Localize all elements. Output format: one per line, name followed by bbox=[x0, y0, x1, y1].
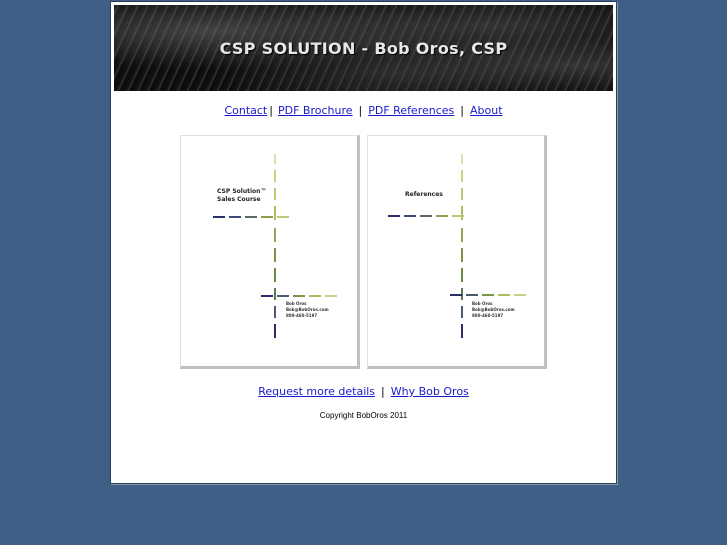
nav-separator: | bbox=[358, 104, 363, 117]
why-bob-oros-link[interactable]: Why Bob Oros bbox=[390, 385, 469, 398]
nav-link-pdf-brochure[interactable]: PDF Brochure bbox=[277, 104, 353, 117]
header-banner bbox=[114, 5, 613, 91]
content-panel bbox=[110, 1, 617, 484]
brochure-title: CSP Solution™ Sales Course bbox=[217, 188, 267, 203]
brochure-cross-graphic bbox=[181, 136, 357, 366]
bottom-nav bbox=[111, 385, 616, 398]
page-title: CSP SOLUTION - Bob Oros, CSP bbox=[219, 38, 508, 58]
nav-separator: | bbox=[269, 104, 273, 117]
nav-link-contact[interactable]: Contact bbox=[224, 104, 268, 117]
copyright-text: Copyright BobOros 2011 bbox=[319, 411, 408, 420]
references-title: References bbox=[405, 191, 443, 198]
nav-separator: | bbox=[381, 385, 385, 398]
references-contact: Bob Oros Bob@BobOros.com 800-460-5197 bbox=[472, 301, 515, 318]
nav-link-pdf-references[interactable]: PDF References bbox=[368, 104, 455, 117]
nav-separator: | bbox=[460, 104, 464, 117]
top-nav bbox=[111, 104, 616, 117]
nav-link-about[interactable]: About bbox=[470, 104, 503, 117]
brochure-contact: Bob Oros Bob@BobOros.com 800-460-5197 bbox=[286, 301, 329, 318]
brochure-thumbnail[interactable] bbox=[180, 135, 360, 369]
references-thumbnail[interactable] bbox=[367, 135, 547, 369]
references-cross-graphic bbox=[368, 136, 544, 366]
request-details-link[interactable]: Request more details bbox=[258, 385, 376, 398]
